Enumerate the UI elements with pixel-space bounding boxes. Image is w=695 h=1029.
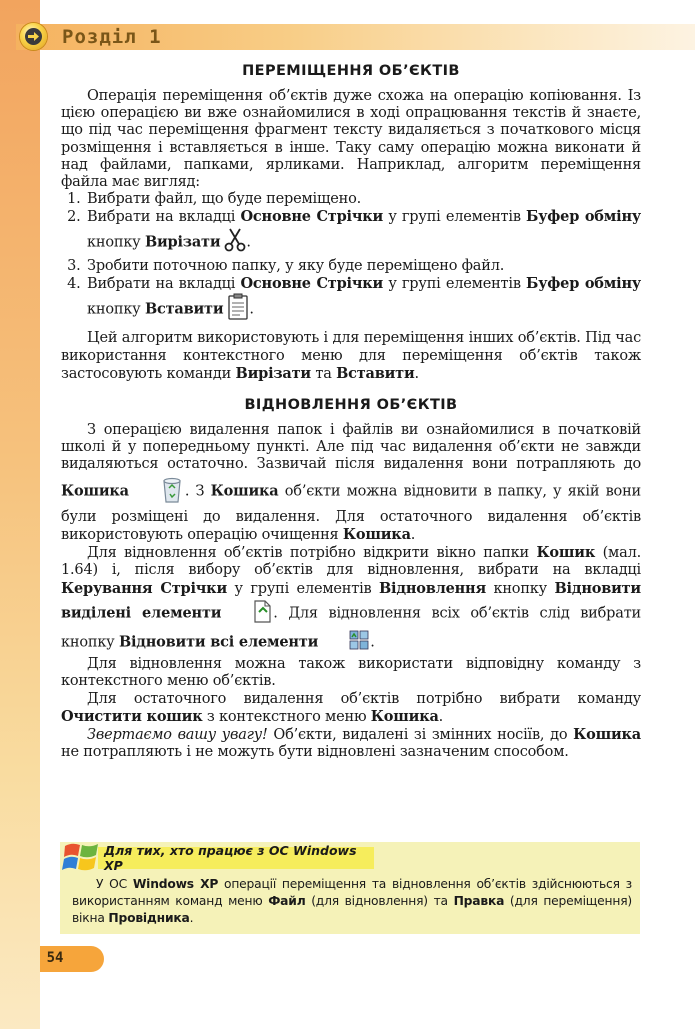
note-text: У ОС Windows XP операції переміщення та відновлення об’єктів здійснюються з використанням команд меню Файл (для відновлення) та Правка (для переміщення) вікна Провідника. <box>72 877 633 925</box>
section-title: Розділ 1 <box>62 26 162 48</box>
windows-logo-icon <box>62 840 102 878</box>
page-number: 54 <box>46 950 64 966</box>
paragraph-intro: Операція переміщення об’єктів дуже схожа на операцію копіювання. Із цією операцією ви вже ознайомилися в ході опрацювання текстів й знаєте, що під час переміщення фрагмент тексту видаляється з початкового місця розміщення і вставляється в інше. Таку саму операцію можна виконати й над файлами, папками, ярликами. Наприклад, алгоритм переміщення файла має вигляд: <box>61 88 641 191</box>
windows-xp-note <box>60 842 640 934</box>
paragraph-recycle-bin: З операцією видалення папок і файлів ви ознайомилися в початковій школі й у попередньому пункті. Але під час видалення об’єкти не завжди видаляються остаточно. Зазвичай після видалення вони потрапляють до Кошика . З Кошика об’єкти можна відновити в папку, у якій вони були розміщені до видалення. Для остаточного видалення об’єктів використовують операцію очищення Кошика. <box>61 422 641 544</box>
restore-all-icon <box>322 629 370 656</box>
paragraph-restore-steps: Для відновлення об’єктів потрібно відкрити вікно папки Кошик (мал. 1.64) і, після вибору об’єктів для відновлення, вибрати на вкладці Керування Стрічки у групі елементів Відновлення кнопку Відновити виділені елементи . Для відновлення всіх об’єктів слід вибрати кнопку Відновити всі елементи . <box>61 544 641 656</box>
note-header <box>98 843 374 873</box>
scissors-icon <box>224 227 246 258</box>
paragraph-empty-bin: Для остаточного видалення об’єктів потрібно вибрати команду Очистити кошик з контекстного меню Кошика. <box>61 690 641 725</box>
arrow-right-icon <box>25 28 42 45</box>
side-band <box>0 0 40 1029</box>
list-item: 2. Вибрати на вкладці Основне Стрічки у групі елементів Буфер обміну кнопку Вирізати . <box>85 208 641 257</box>
heading-moving-objects: ПЕРЕМІЩЕННЯ ОБ’ЄКТІВ <box>242 63 460 79</box>
list-item: 4. Вибрати на вкладці Основне Стрічки у групі елементів Буфер обміну кнопку Вставити . <box>85 275 641 326</box>
heading-restoring-objects: ВІДНОВЛЕННЯ ОБ’ЄКТІВ <box>244 397 458 414</box>
algorithm-list <box>61 191 641 326</box>
note-title: Для тих, хто працює з ОС Windows XP <box>104 843 357 873</box>
paragraph-attention: Звертаємо вашу увагу! Об’єкти, видалені зі змінних носіїв, до Кошика не потрапляють і не можуть бути відновлені зазначеним способом. <box>61 726 641 761</box>
nav-button[interactable] <box>20 23 47 50</box>
paste-icon <box>227 293 249 326</box>
page-content <box>61 60 641 762</box>
paragraph-outro: Цей алгоритм використовують і для переміщення інших об’єктів. Під час використання контекстного меню для переміщення об’єктів також застосовують команди Вирізати та Вставити. <box>61 330 641 382</box>
list-item: 3. Зробити поточною папку, у яку буде переміщено файл. <box>85 258 641 275</box>
list-item: 1. Вибрати файл, що буде переміщено. <box>85 191 641 208</box>
paragraph-context-menu: Для відновлення можна також використати відповідну команду з контекстного меню об’єктів. <box>61 656 641 690</box>
restore-selected-icon <box>225 598 273 629</box>
recycle-bin-icon <box>133 474 185 509</box>
